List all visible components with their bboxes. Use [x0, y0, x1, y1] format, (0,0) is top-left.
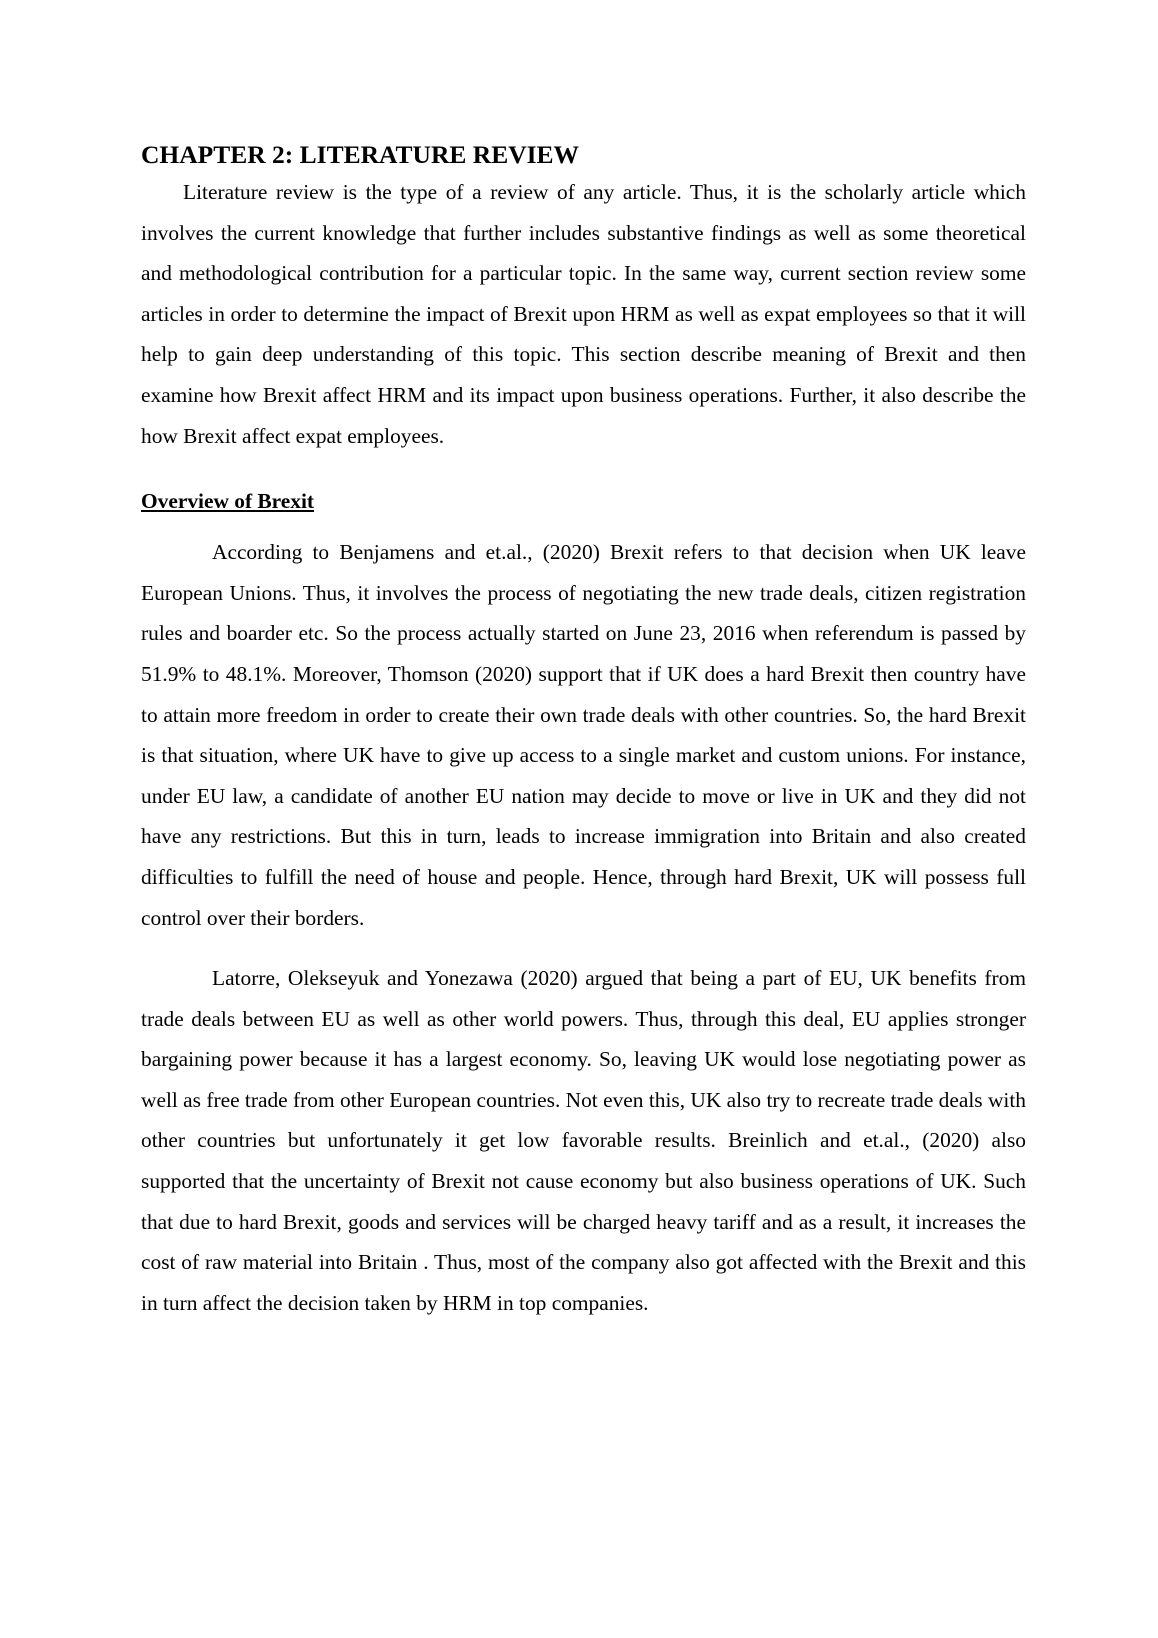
body-paragraph: According to Benjamens and et.al., (2020) Brexit refers to that decision when UK leave European Unions. Thus, it involves the process of negotiating the new trade deals, citizen registration rules and boarder etc. So the process actually started on June 23, 2016 when referendum is passed by 51.9% to 48.1%. Moreover, Thomson (2020) support that if UK does a hard Brexit then country have to attain more freedom in order to create their own trade deals with other countries. So, the hard Brexit is that situation, where UK have to give up access to a single market and custom unions. For instance, under EU law, a candidate of another EU nation may decide to move or live in UK and they did not have any restrictions. But this in turn, leads to increase immigration into Britain and also created difficulties to fulfill the need of house and people. Hence, through hard Brexit, UK will possess full control over their borders. [141, 540, 1026, 930]
section-heading-overview-of-brexit: Overview of Brexit [141, 489, 315, 514]
chapter-title: CHAPTER 2: LITERATURE REVIEW [141, 140, 580, 169]
document-body [141, 138, 1026, 1323]
intro-paragraph: Literature review is the type of a review of any article. Thus, it is the scholarly article which involves the current knowledge that further includes substantive findings as well as some theoretical and methodological contribution for a particular topic. In the same way, current section review some articles in order to determine the impact of Brexit upon HRM as well as expat employees so that it will help to gain deep understanding of this topic. This section describe meaning of Brexit and then examine how Brexit affect HRM and its impact upon business operations. Further, it also describe the how Brexit affect expat employees. [141, 180, 1026, 448]
body-paragraph: Latorre, Olekseyuk and Yonezawa (2020) argued that being a part of EU, UK benefits from trade deals between EU as well as other world powers. Thus, through this deal, EU applies stronger bargaining power because it has a largest economy. So, leaving UK would lose negotiating power as well as free trade from other European countries. Not even this, UK also try to recreate trade deals with other countries but unfortunately it get low favorable results. Breinlich and et.al., (2020) also supported that the uncertainty of Brexit not cause economy but also business operations of UK. Such that due to hard Brexit, goods and services will be charged heavy tariff and as a result, it increases the cost of raw material into Britain . Thus, most of the company also got affected with the Brexit and this in turn affect the decision taken by HRM in top companies. [141, 966, 1026, 1315]
